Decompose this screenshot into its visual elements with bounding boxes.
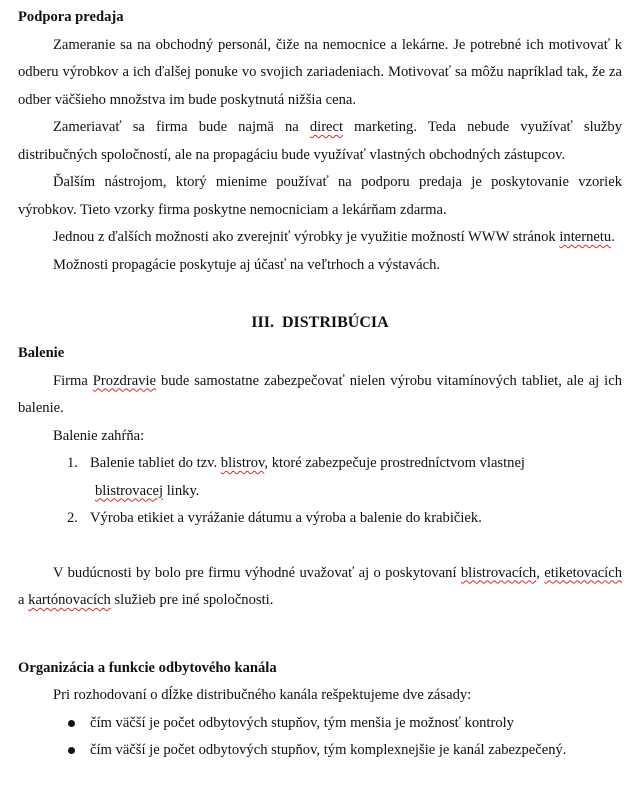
paragraph-www <box>18 224 622 252</box>
paragraph-zameranie: Zameranie sa na obchodný personál, čiže na nemocnice a lekárne. Je potrebné ich motivovať k odberu výrobkov a ich ďalšej ponuke vo svojich zariadeniach. Motivovať sa môžu napríklad tak, že za odber väčšieho množstva im bude poskytnutá nižšia cena. <box>18 36 622 108</box>
paragraph-veltrhy: Možnosti propagácie poskytuje aj účasť na veľtrhoch a výstavách. <box>53 256 441 273</box>
list-number: 2. <box>67 510 78 526</box>
blank-line <box>18 533 622 560</box>
heading-podpora-predaja: Podpora predaja <box>18 9 124 25</box>
spellcheck-word-internetu: internetu <box>559 229 612 245</box>
spellcheck-word-etiketovacich: etiketovacích <box>544 564 623 581</box>
numbered-list <box>18 450 622 533</box>
text-run: marketing. Teda nebude využívať služby distribučných spoločností, ale na propagáciu bude využívať vlastných obchodných zástupcov. <box>18 119 622 163</box>
text-run: linky. <box>163 482 200 499</box>
spellcheck-word-blistrovacich: blistrovacích <box>460 564 537 581</box>
spellcheck-word-blistrov: blistrov <box>220 455 265 471</box>
chapter-title <box>18 306 622 340</box>
list-item-continuation <box>90 478 622 506</box>
chapter-name: DISTRIBÚCIA <box>281 314 389 331</box>
list-item <box>18 737 622 765</box>
text-run: bude samostatne zabezpečovať nielen výrobu vitamínových tabliet, ale aj ich balenie. <box>18 372 622 416</box>
paragraph-zasady: Pri rozhodovaní o dĺžke distribučného kanála rešpektujeme dve zásady: <box>53 687 472 703</box>
text-run: . <box>611 229 615 245</box>
bullet-icon <box>68 720 75 727</box>
spellcheck-word-kartonovacich: kartónovacích <box>28 592 111 608</box>
heading-balenie: Balenie <box>18 345 65 361</box>
text-run: a <box>18 592 29 608</box>
text-run: , ktoré zabezpečuje prostredníctvom vlastnej <box>264 455 525 471</box>
text-run: Jednou z ďalších možnosti ako zverejniť výrobky je využitie možností WWW stránok <box>53 229 560 245</box>
text-run: služieb pre iné spoločnosti. <box>110 592 274 608</box>
text-run: V budúcnosti by bolo pre firmu výhodné uvažovať aj o poskytovaní <box>53 564 461 581</box>
text-run: Firma <box>53 372 93 389</box>
text-run: , <box>536 564 545 581</box>
list-item <box>18 450 622 505</box>
spellcheck-word-prozdravie: Prozdravie <box>92 372 157 389</box>
paragraph-prozdravie <box>18 368 622 423</box>
spellcheck-word-direct: direct <box>309 119 344 135</box>
paragraph-balenie-zahrna: Balenie zahŕňa: <box>53 427 145 444</box>
text-run: čím väčší je počet odbytových stupňov, tým menšia je možnosť kontroly <box>90 714 514 731</box>
paragraph-direct-marketing <box>18 114 622 169</box>
text-run: Zameriavať sa firma bude najmä na <box>53 119 310 135</box>
document-page <box>18 4 622 765</box>
bullet-icon <box>68 747 75 754</box>
bullet-list <box>18 710 622 765</box>
list-item <box>18 710 622 738</box>
list-item <box>18 505 622 533</box>
list-number: 1. <box>67 455 78 471</box>
paragraph-buducnost <box>18 560 622 615</box>
paragraph-vzorky: Ďalším nástrojom, ktorý mienime používať na podporu predaja je poskytovanie vzoriek výrobkov. Tieto vzorky firma poskytne nemocniciam a lekárňam zdarma. <box>18 174 622 218</box>
chapter-number: III. <box>251 314 274 331</box>
blank-line <box>18 615 622 655</box>
spellcheck-word-blistrovacej: blistrovacej <box>95 482 164 499</box>
heading-organizacia: Organizácia a funkcie odbytového kanála <box>18 659 277 676</box>
text-run: Balenie tabliet do tzv. <box>90 455 221 471</box>
text-run: Výroba etikiet a vyrážanie dátumu a výroba a balenie do krabičiek. <box>90 510 482 526</box>
text-run: čím väčší je počet odbytových stupňov, tým komplexnejšie je kanál zabezpečený. <box>90 742 567 758</box>
